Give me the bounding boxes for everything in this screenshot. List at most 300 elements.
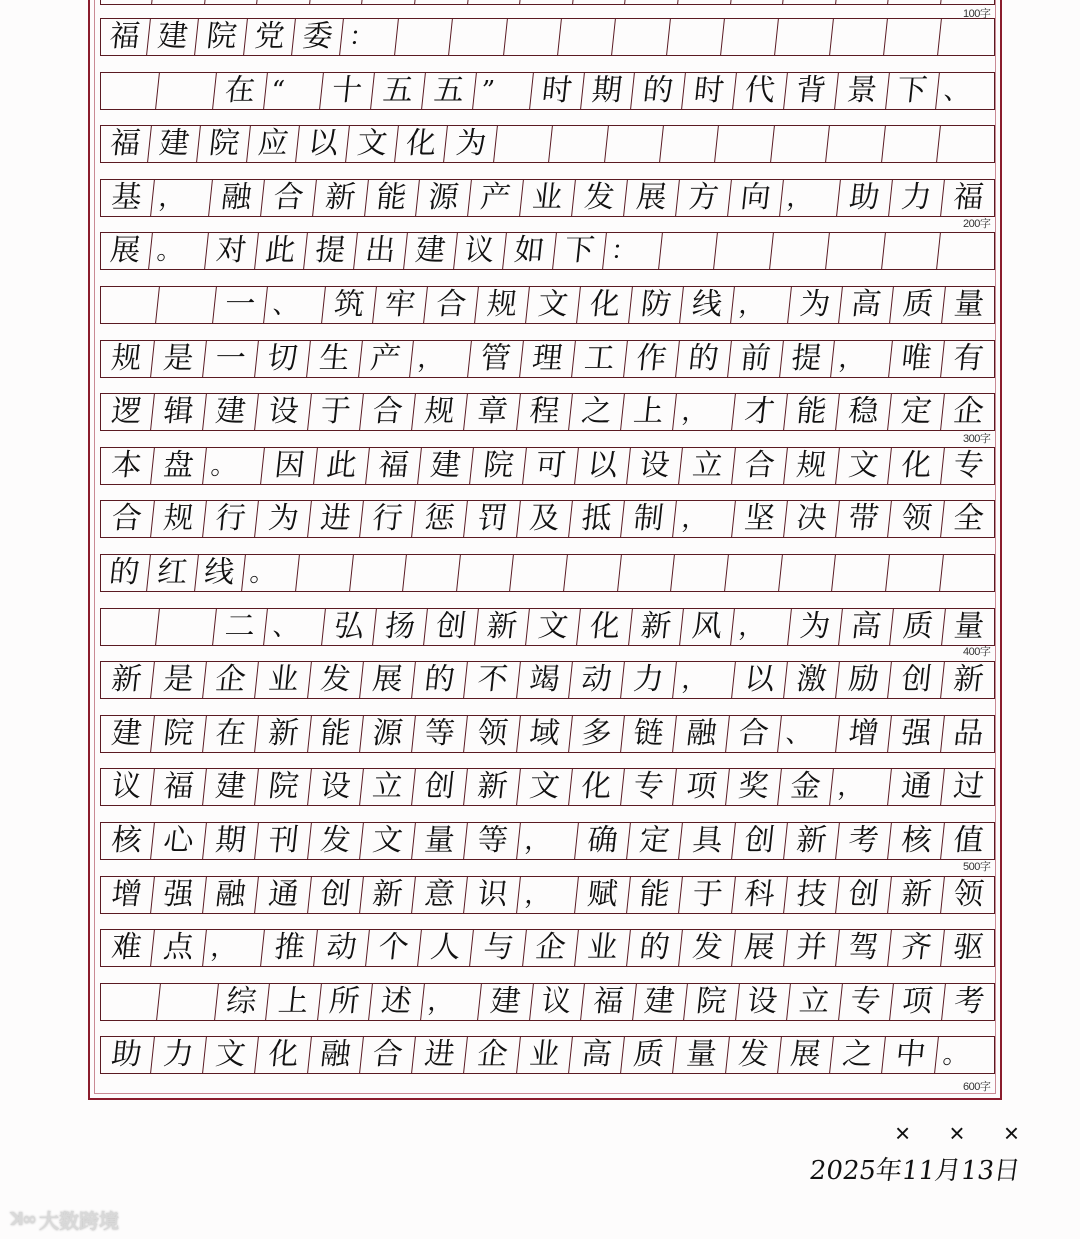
grid-cell: ， <box>410 341 472 377</box>
grid-cell: 合 <box>360 1037 416 1073</box>
grid-cell: 合 <box>360 394 416 430</box>
grid-cell: 罚 <box>465 501 521 537</box>
grid-cell: 生 <box>307 341 363 377</box>
grid-cell: ， <box>731 287 792 323</box>
grid-cell: 的 <box>413 662 469 698</box>
grid-cell: ， <box>204 930 266 966</box>
grid-cell: 助 <box>837 180 893 216</box>
grid-row <box>100 661 995 699</box>
grid-cell: 链 <box>621 716 677 752</box>
grid-cell: 是 <box>151 341 207 377</box>
grid-cell: 刊 <box>256 823 312 859</box>
grid-cell: 为 <box>788 287 843 323</box>
grid-cell: 以 <box>732 662 788 698</box>
grid-cell <box>882 233 942 269</box>
grid-cell: 、 <box>942 75 972 106</box>
grid-cell: 辑 <box>151 394 207 430</box>
grid-cell <box>778 555 835 591</box>
grid-cell: 在 <box>213 73 268 109</box>
grid-cell: 项 <box>674 769 730 805</box>
grid-cell: 。 <box>204 448 266 484</box>
grid-cell: 为 <box>445 126 498 162</box>
grid-cell: 新 <box>313 180 369 216</box>
grid-cell: 能 <box>784 394 840 430</box>
grid-cell: 的 <box>631 73 686 109</box>
grid-row <box>100 232 995 270</box>
grid-cell: 考 <box>836 823 892 859</box>
grid-cell: 因 <box>262 448 318 484</box>
grid-cell <box>156 287 217 323</box>
grid-cell: 代 <box>733 73 788 109</box>
grid-cell: 新 <box>629 609 684 645</box>
grid-cell: 激 <box>784 662 840 698</box>
grid-cell: 企 <box>204 662 260 698</box>
grid-cell <box>564 555 621 591</box>
grid-cell <box>937 233 996 269</box>
grid-cell: 化 <box>569 769 625 805</box>
grid-cell: 如 <box>503 233 557 269</box>
grid-cell: 规 <box>151 501 207 537</box>
grid-cell <box>157 984 218 1020</box>
grid-cell: 期 <box>204 823 260 859</box>
grid-cell: 作 <box>624 341 680 377</box>
grid-cell: 等 <box>413 716 469 752</box>
grid-cell: ， <box>517 877 579 913</box>
grid-row <box>100 929 995 967</box>
grid-cell: 惩 <box>413 501 469 537</box>
grid-cell: 院 <box>151 716 207 752</box>
grid-cell: 行 <box>360 501 416 537</box>
grid-cell: 院 <box>198 126 251 162</box>
grid-row <box>100 608 995 646</box>
grid-cell: 通 <box>256 877 312 913</box>
grid-cell: 、 <box>778 716 840 752</box>
grid-cell: 对 <box>205 233 259 269</box>
grid-cell: 动 <box>314 930 370 966</box>
grid-cell: 创 <box>413 769 469 805</box>
grid-cell: 业 <box>520 180 576 216</box>
grid-cell: 奖 <box>726 769 782 805</box>
grid-cell: 发 <box>308 823 364 859</box>
grid-cell: 建 <box>99 716 155 752</box>
grid-cell: 文 <box>517 769 573 805</box>
grid-cell: 一 <box>213 287 268 323</box>
grid-cell <box>939 555 995 591</box>
grid-row-partial <box>100 0 995 5</box>
grid-cell <box>826 233 886 269</box>
grid-cell: 文 <box>836 448 892 484</box>
grid-row <box>100 18 995 56</box>
grid-row <box>100 554 995 592</box>
word-count-400: 400字 <box>963 646 991 658</box>
grid-cell <box>939 19 996 55</box>
grid-cell: 合 <box>732 448 788 484</box>
grid-cell: 力 <box>889 180 945 216</box>
grid-cell <box>884 19 942 55</box>
grid-cell: 展 <box>778 1037 834 1073</box>
grid-cell: 专 <box>839 984 894 1020</box>
grid-cell: 合 <box>261 180 317 216</box>
grid-cell: 新 <box>465 769 521 805</box>
grid-cell: 提 <box>779 341 835 377</box>
grid-cell <box>457 555 514 591</box>
grid-cell: 文 <box>526 287 581 323</box>
word-count-300: 300字 <box>963 433 991 445</box>
grid-cell: 合 <box>424 287 479 323</box>
grid-cell: 助 <box>99 1037 155 1073</box>
grid-cell <box>659 233 719 269</box>
grid-cell: 及 <box>517 501 573 537</box>
grid-cell: 展 <box>732 930 788 966</box>
grid-cell <box>99 609 160 645</box>
grid-row <box>100 286 995 324</box>
grid-cell: 项 <box>890 984 945 1020</box>
grid-cell <box>725 555 782 591</box>
grid-cell: 程 <box>517 394 573 430</box>
grid-cell: 能 <box>308 716 364 752</box>
grid-cell: 以 <box>575 448 631 484</box>
grid-cell: 领 <box>951 876 986 912</box>
word-count-200: 200字 <box>963 218 991 230</box>
grid-cell: 全 <box>951 501 986 537</box>
grid-row <box>100 822 995 860</box>
grid-cell: 合 <box>726 716 782 752</box>
grid-cell: 竭 <box>517 662 573 698</box>
grid-cell: 上 <box>266 984 321 1020</box>
grid-cell: 文 <box>360 823 416 859</box>
grid-cell: 能 <box>627 877 683 913</box>
grid-cell: 十 <box>320 73 375 109</box>
grid-row <box>100 393 995 431</box>
grid-cell <box>661 126 720 162</box>
grid-cell: 考 <box>951 983 986 1019</box>
grid-cell: 建 <box>404 233 458 269</box>
grid-cell: 意 <box>413 877 469 913</box>
grid-cell: 量 <box>674 1037 730 1073</box>
grid-cell: 于 <box>308 394 364 430</box>
grid-cell: 线 <box>194 555 245 591</box>
grid-cell: 福 <box>151 769 207 805</box>
grid-cell: 创 <box>836 877 892 913</box>
grid-cell: 力 <box>621 662 677 698</box>
grid-cell: 核 <box>99 823 155 859</box>
grid-cell: 文 <box>204 1037 260 1073</box>
grid-cell: 建 <box>478 984 533 1020</box>
grid-cell: 核 <box>889 823 945 859</box>
grid-cell <box>450 19 508 55</box>
grid-row <box>100 1036 995 1074</box>
grid-cell: 设 <box>627 448 683 484</box>
grid-cell <box>827 126 886 162</box>
grid-cell: 识 <box>465 877 521 913</box>
grid-cell <box>156 609 217 645</box>
grid-cell: 期 <box>581 73 636 109</box>
grid-cell: 工 <box>572 341 628 377</box>
grid-cell <box>296 555 353 591</box>
grid-cell: 力 <box>151 1037 207 1073</box>
grid-cell <box>667 19 725 55</box>
grid-cell: 新 <box>951 662 986 698</box>
grid-cell: 切 <box>255 341 311 377</box>
grid-cell: 具 <box>680 823 736 859</box>
grid-cell <box>716 126 775 162</box>
grid-cell: 五 <box>422 73 477 109</box>
grid-cell: ： <box>603 233 663 269</box>
grid-cell <box>349 555 406 591</box>
grid-cell: 委 <box>293 19 345 55</box>
grid-cell: 有 <box>951 340 986 376</box>
grid-cell: 齐 <box>889 930 945 966</box>
grid-cell: 建 <box>204 769 260 805</box>
grid-cell: ， <box>674 662 736 698</box>
grid-cell: 述 <box>369 984 424 1020</box>
grid-cell <box>99 73 160 109</box>
grid-cell: 过 <box>951 769 986 805</box>
grid-cell: ， <box>151 180 213 216</box>
grid-cell: 融 <box>674 716 730 752</box>
grid-cell: 领 <box>465 716 521 752</box>
grid-cell: ， <box>517 823 579 859</box>
word-count-600: 600字 <box>963 1081 991 1093</box>
grid-cell: 五 <box>371 73 426 109</box>
grid-cell: 建 <box>204 394 260 430</box>
grid-cell: 企 <box>465 1037 521 1073</box>
grid-cell: 决 <box>784 501 840 537</box>
grid-row <box>100 125 995 163</box>
grid-cell <box>770 233 830 269</box>
grid-cell: 福 <box>366 448 422 484</box>
grid-cell: 业 <box>256 662 312 698</box>
grid-cell: 下 <box>553 233 607 269</box>
grid-cell: 福 <box>581 984 636 1020</box>
grid-cell: ， <box>674 501 736 537</box>
grid-cell: 规 <box>475 287 530 323</box>
grid-cell: 新 <box>889 877 945 913</box>
grid-cell: 进 <box>413 1037 469 1073</box>
grid-cell: 发 <box>572 180 628 216</box>
grid-cell: 为 <box>256 501 312 537</box>
grid-cell: 定 <box>627 823 683 859</box>
grid-cell <box>403 555 460 591</box>
grid-cell: 等 <box>465 823 521 859</box>
grid-cell: 党 <box>244 19 296 55</box>
grid-cell: 防 <box>629 287 684 323</box>
grid-cell: 创 <box>889 662 945 698</box>
grid-cell: 新 <box>99 662 155 698</box>
grid-cell <box>714 233 774 269</box>
grid-cell: 立 <box>680 448 736 484</box>
grid-cell: 综 <box>214 984 269 1020</box>
grid-cell: ， <box>779 180 841 216</box>
grid-cell: 风 <box>680 609 735 645</box>
grid-cell: 福 <box>99 126 152 162</box>
grid-cell: 新 <box>784 823 840 859</box>
grid-cell: 创 <box>308 877 364 913</box>
grid-cell: 坚 <box>732 501 788 537</box>
grid-cell: 稳 <box>836 394 892 430</box>
grid-cell: 牢 <box>373 287 428 323</box>
grid-cell: 心 <box>151 823 207 859</box>
grid-cell: 展 <box>360 662 416 698</box>
grid-cell: 新 <box>475 609 530 645</box>
grid-cell: 化 <box>396 126 449 162</box>
grid-cell: 基 <box>99 180 155 216</box>
grid-cell: 业 <box>517 1037 573 1073</box>
grid-cell: 源 <box>416 180 472 216</box>
grid-cell: 、 <box>265 609 326 645</box>
grid-cell <box>613 19 671 55</box>
grid-cell: 为 <box>788 609 843 645</box>
grid-cell: 确 <box>575 823 631 859</box>
grid-cell <box>776 19 834 55</box>
grid-cell: 高 <box>569 1037 625 1073</box>
grid-cell: 新 <box>256 716 312 752</box>
grid-cell: 所 <box>317 984 372 1020</box>
grid-cell: “ <box>264 73 325 109</box>
grid-cell: 文 <box>346 126 399 162</box>
grid-cell <box>510 555 567 591</box>
grid-cell: 质 <box>621 1037 677 1073</box>
grid-cell: 量 <box>952 608 986 644</box>
grid-cell: 进 <box>308 501 364 537</box>
grid-cell <box>156 73 217 109</box>
grid-cell: 多 <box>569 716 625 752</box>
grid-cell <box>99 287 160 323</box>
grid-cell <box>882 126 941 162</box>
grid-cell: 出 <box>354 233 408 269</box>
grid-cell: 人 <box>419 930 475 966</box>
grid-cell <box>771 126 830 162</box>
watermark <box>10 1205 119 1234</box>
grid-cell: 产 <box>468 180 524 216</box>
grid-cell: 驱 <box>951 930 986 966</box>
grid-cell: 合 <box>99 501 155 537</box>
grid-cell: ， <box>831 341 893 377</box>
grid-cell: 融 <box>204 877 260 913</box>
grid-cell: 展 <box>624 180 680 216</box>
grid-cell: 于 <box>680 877 736 913</box>
grid-cell: 建 <box>149 126 202 162</box>
grid-cell: 建 <box>419 448 475 484</box>
grid-cell: 能 <box>364 180 420 216</box>
grid-cell: 化 <box>578 287 633 323</box>
grid-cell: 值 <box>951 823 986 858</box>
grid-cell: ， <box>731 609 792 645</box>
grid-cell: 盘 <box>151 448 207 484</box>
grid-cell: 创 <box>732 823 788 859</box>
grid-cell: 增 <box>836 716 892 752</box>
grid-cell <box>558 19 616 55</box>
grid-cell <box>605 126 664 162</box>
grid-cell: 专 <box>621 769 677 805</box>
grid-cell: 此 <box>254 233 308 269</box>
grid-cell: 化 <box>256 1037 312 1073</box>
grid-cell: 通 <box>889 769 945 805</box>
grid-cell: 立 <box>360 769 416 805</box>
grid-cell: 中 <box>883 1037 939 1073</box>
grid-cell: 景 <box>835 73 890 109</box>
grid-cell: 本 <box>99 448 155 484</box>
grid-cell <box>886 555 943 591</box>
grid-cell: 的 <box>99 555 150 591</box>
grid-cell: 科 <box>732 877 788 913</box>
grid-cell: 以 <box>297 126 350 162</box>
grid-cell: 之 <box>830 1037 886 1073</box>
grid-cell: 赋 <box>575 877 631 913</box>
grid-cell: 展 <box>99 233 153 269</box>
grid-cell: 建 <box>147 19 199 55</box>
grid-cell <box>938 126 996 162</box>
grid-cell: 此 <box>314 448 370 484</box>
grid-cell: 唯 <box>889 341 945 377</box>
grid-cell: 企 <box>523 930 579 966</box>
grid-cell: 融 <box>308 1037 364 1073</box>
grid-cell: 提 <box>304 233 358 269</box>
grid-cell: 量 <box>413 823 469 859</box>
grid-row <box>100 179 995 217</box>
grid-cell: 抵 <box>569 501 625 537</box>
grid-cell: 规 <box>99 341 155 377</box>
grid-cell: 带 <box>836 501 892 537</box>
grid-cell <box>550 126 609 162</box>
grid-cell: 才 <box>732 394 788 430</box>
grid-cell: 域 <box>517 716 573 752</box>
grid-cell: 弘 <box>322 609 377 645</box>
grid-cell: 强 <box>151 877 207 913</box>
grid-row <box>100 983 995 1021</box>
grid-cell: 发 <box>680 930 736 966</box>
grid-cell: 之 <box>569 394 625 430</box>
watermark-text: 大数跨境 <box>38 1209 119 1233</box>
grid-cell: 扬 <box>373 609 428 645</box>
grid-cell: 在 <box>204 716 260 752</box>
grid-cell <box>832 555 889 591</box>
grid-cell: 、 <box>265 287 326 323</box>
grid-cell: 点 <box>151 930 207 966</box>
signature: × × × <box>895 1118 1035 1148</box>
grid-cell: 福 <box>951 179 986 215</box>
grid-row <box>100 72 995 110</box>
grid-cell: 化 <box>578 609 633 645</box>
grid-cell: 院 <box>471 448 527 484</box>
grid-cell: ” <box>473 73 534 109</box>
grid-cell: 立 <box>787 984 842 1020</box>
grid-cell: 不 <box>465 662 521 698</box>
grid-cell: 高 <box>840 287 895 323</box>
grid-cell: 推 <box>262 930 318 966</box>
grid-row <box>100 340 995 378</box>
grid-cell: 议 <box>99 769 155 805</box>
grid-cell: 行 <box>204 501 260 537</box>
grid-cell: 专 <box>951 447 986 483</box>
watermark-logo-icon: ꓘ∞ <box>10 1209 35 1230</box>
grid-cell: 高 <box>840 609 895 645</box>
grid-cell: 质 <box>891 287 946 323</box>
grid-cell: 院 <box>684 984 739 1020</box>
grid-cell: 章 <box>465 394 521 430</box>
grid-cell: 并 <box>784 930 840 966</box>
grid-cell: 励 <box>836 662 892 698</box>
grid-cell: 制 <box>621 501 677 537</box>
grid-cell: 方 <box>676 180 732 216</box>
grid-cell: 红 <box>147 555 198 591</box>
grid-row <box>100 876 995 914</box>
grid-cell: 的 <box>676 341 732 377</box>
grid-cell: 是 <box>151 662 207 698</box>
grid-cell: 驾 <box>836 930 892 966</box>
grid-cell: 向 <box>728 180 784 216</box>
grid-cell: 下 <box>886 73 941 109</box>
